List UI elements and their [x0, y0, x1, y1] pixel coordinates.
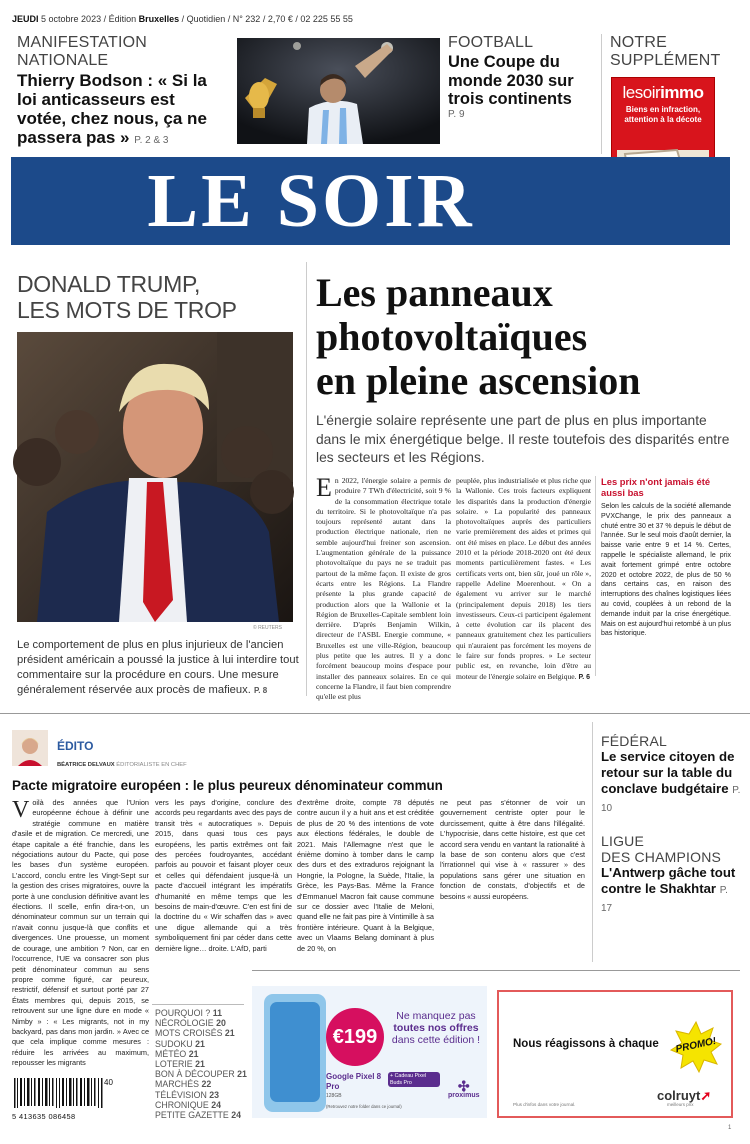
- author-role: ÉDITORIALISTE EN CHEF: [116, 762, 187, 768]
- teaser-kicker: MANIFESTATION NATIONALE: [17, 34, 148, 69]
- ad-fine-print: (Retrouvez notre folder dans ce journal): [326, 1104, 402, 1109]
- promo-label: PROMO!: [674, 1035, 718, 1056]
- issue-info: / Quotidien / N° 232 / 2,70 € / 02 225 55 55: [181, 14, 353, 24]
- date-text: 5 octobre 2023 / Édition: [41, 14, 137, 24]
- column-divider: [595, 476, 596, 676]
- supplement-kicker: NOTRE: [610, 34, 667, 51]
- barcode-issue: 40: [104, 1078, 113, 1087]
- ad-line-2: toutes nos offres: [393, 1022, 479, 1034]
- trump-kicker-line2: LES MOTS DE TROP: [17, 297, 237, 323]
- index-item[interactable]: MARCHÉS 22: [155, 1079, 212, 1090]
- lead-col2-text: peuplée, plus industrialisée et plus riche que la Wallonie. Ces trois facteurs expliquent les disparités dans la production d'énergie solaire. » La popularité des panneaux photovoltaïques auprès des particuliers varie premièrement des aides et primes qui ont été mises en place. Le début des années 2010 et la période 2018-2020 ont été deux moments particulièrement fastes. « Les certificats verts ont, bien sûr, joué un rôle », rappelle Adeline Moerenhout. « On a également vu arriver sur le marché (principalement depuis 2018) les tiers investisseurs. Ceux-ci participent également à cette évolution car ils placent des panneaux gratuitement chez les particuliers qui n'auraient pas forcément les moyens de le faire sur fonds propres. » Le secteur public est, en revanche, loin d'être au moteur de l'énergie solaire en Belgique.: [456, 476, 591, 681]
- headline-line-2: photovoltaïques: [316, 314, 588, 359]
- price-sidebar[interactable]: [601, 476, 731, 652]
- phone-screen: [270, 1002, 320, 1102]
- teaser-football[interactable]: [448, 34, 598, 120]
- barcode-number: 5 413635 086458: [12, 1112, 76, 1121]
- index-item[interactable]: PETITE GAZETTE 24: [155, 1110, 242, 1121]
- column-divider: [592, 722, 593, 962]
- supplement-kicker-2: SUPPLÉMENT: [610, 52, 721, 69]
- author-avatar: [12, 730, 48, 766]
- lead-headline[interactable]: [316, 271, 736, 403]
- teaser-federal[interactable]: [601, 733, 741, 817]
- phone-model: Google Pixel 8 Pro: [326, 1072, 382, 1091]
- colruyt-tagline: meilleurs prix: [667, 1102, 694, 1107]
- edito-byline: [57, 762, 187, 768]
- section-divider: [0, 713, 750, 714]
- dropcap: E: [316, 473, 332, 502]
- colruyt-arrow-icon: ➚: [700, 1088, 712, 1103]
- trump-body[interactable]: [17, 638, 300, 698]
- player-trophy-illustration: [237, 38, 440, 144]
- trump-kicker[interactable]: [17, 271, 302, 323]
- barcode-bars: [12, 1078, 108, 1108]
- sidebar-body: Selon les calculs de la société allemande PVXChange, le prix des panneaux a chuté entre 30 et 37 % depuis le début de l'année. Sur le seul mois d'août dernier, la baisse varie entre 9 et 14 %. Certes, rappelle le spécialiste allemand, le prix avait fortement grimpé entre octobre 2020 et octobre 2022, de plus de 50 % dans certains cas, en raison des interruptions des chaînes logistiques liées au covid, couplées à un rebond de la demande induit par la crise énergétique. Mais on est aujourd'hui retombé à un plus bas historique.: [601, 503, 731, 638]
- index-item[interactable]: SUDOKU 21: [155, 1038, 205, 1049]
- dropcap: V: [12, 797, 30, 823]
- colruyt-logo: colruyt➚: [657, 1088, 712, 1103]
- teaser-champions[interactable]: [601, 833, 741, 917]
- teaser-kicker: LIGUE: [601, 833, 645, 849]
- teaser-kicker: FOOTBALL: [448, 34, 534, 51]
- index-item[interactable]: MÉTÉO 21: [155, 1048, 199, 1059]
- teaser-title: Une Coupe du monde 2030 sur trois continents: [448, 53, 574, 108]
- teaser-kicker-2: DES CHAMPIONS: [601, 849, 722, 865]
- edito-column-2: [155, 798, 292, 953]
- ad-line-1: Ne manquez pas: [396, 1010, 476, 1022]
- ad-fine-print: Plus d'infos dans votre journal.: [513, 1102, 576, 1107]
- page-mark: 1: [728, 1125, 732, 1131]
- index-item[interactable]: TÉLÉVISION 23: [155, 1089, 220, 1100]
- immo-logo: lesoirimmo: [622, 83, 704, 102]
- index-item[interactable]: BON À DÉCOUPER 21: [155, 1069, 247, 1080]
- teaser-title: L'Antwerp gâche tout contre le Shakhtar: [601, 865, 736, 896]
- trump-kicker-line1: DONALD TRUMP,: [17, 271, 201, 297]
- edito-label: ÉDITO: [57, 739, 94, 753]
- ad-proximus[interactable]: [252, 986, 487, 1118]
- index-divider: [152, 1004, 244, 1005]
- ad-colruyt[interactable]: [497, 990, 733, 1118]
- phone-visual: [264, 994, 326, 1112]
- page-ref: P. 10: [601, 785, 741, 814]
- date-day: JEUDI: [12, 14, 39, 24]
- index-item[interactable]: NÉCROLOGIE 20: [155, 1018, 226, 1029]
- teaser-title: Le service citoyen de retour sur la table du conclave budgétaire: [601, 749, 735, 796]
- edito-col1-text: oilà des années que l'Union européenne échoue à définir une stratégie commune en matière d'asile et de migration. Ce mercredi, une étape capitale a été franchie, dans les négociations autour du Pacte, qui pose les bases d'un système européen. L'accord, conclu entre les Vingt-Sept sur la gestion des crises migratoires, ouvre la porte à une conclusion définitive avant les élections. Il scelle, enfin dira-t-on, un dénominateur commun sur un terrain qui n'avait connu jusque-là que conflits et divergences. Une prouesse, un moment de courage, une ambition ? Non, car en l'occurrence, l'UE va consacrer son plus petit dénominateur commun au sens propre comme figuré, car peureux, restrictif, défensif et surtout porté par 27 États membres qui, depuis 2015, se retrouvent sur une ligne dure en mode « Nimby » : « Les migrants, not in my backyard, pas dans mon jardin. » Avec ce que cela implique comme mesures : réduire les arrivées au maximum, repousser les migrants: [12, 798, 149, 1068]
- immo-tagline: Biens en infraction, attention à la décote: [624, 105, 702, 124]
- avatar-illustration: [12, 730, 48, 766]
- proximus-icon: ✣: [457, 1078, 470, 1094]
- ad-divider: [252, 970, 740, 971]
- portrait-illustration: [17, 332, 293, 622]
- page-ref: P. 17: [601, 885, 728, 914]
- edito-column-3: [297, 798, 434, 958]
- lead-column-2: [456, 476, 591, 701]
- sidebar-title: Les prix n'ont jamais été aussi bas: [601, 476, 711, 498]
- masthead[interactable]: [11, 157, 730, 245]
- ad-text: Nous réagissons à chaque: [513, 1038, 659, 1050]
- page-ref: P. 2 & 3: [134, 135, 169, 146]
- index-item[interactable]: MOTS CROISÉS 21: [155, 1028, 235, 1039]
- column-divider: [601, 34, 602, 154]
- ad-line-3: dans cette édition !: [391, 1034, 481, 1046]
- lead-col1-text: n 2022, l'énergie solaire a permis de produire 7 TWh d'électricité, soit 9 % de la consommation électrique totale du territoire. Si le photovoltaïque n'a pas toujours représenté autant dans la production électrique nationale, rien ne semble aujourd'hui freiner son ascension. L'augmentation générale de la puissance photovoltaïque du pays ne se traduit pas partout de la même façon. Il existe de gros écarts entre les Régions. La Flandre présente la plus grande capacité de production alors que la Wallonie et la Région de Bruxelles-Capitale semblent loin derrière. D'après Benjamin Wilkin, directeur de l'ASBL Energie commune, « Bruxelles est une ville-Région, beaucoup plus petite que les autres. Il y a donc forcément beaucoup moins d'espace pour installer des panneaux solaires. En ce qui concerne la Flandre, il faut bien comprendre qu'elle est plus: [316, 476, 451, 702]
- phone-storage: 128GB: [326, 1093, 342, 1099]
- trump-photo: [17, 332, 293, 622]
- masthead-title: LE SOIR: [147, 159, 475, 243]
- supplement-promo[interactable]: [610, 34, 720, 70]
- edito-col3-text: d'extrême droite, compte 78 députés contre aucun il y a huit ans et est créditée de plus de 20 % des intentions de vote aux élections fédérales, le double de 2021. Mais l'Allemagne n'est que le énième domino à tomber dans le camp des durs et des extraduros rejoignant la Hongrie, la Pologne, la Suède, l'Italie, la Grèce, les Pays-Bas. Même la France d'Emmanuel Macron fait cause commune sur ce dossier avec l'Italie de Meloni, quand elle ne fait pas pire à Vintimille à sa frontière intérieure. Quant à la Belgique, avec un Vlaams Belang dominant à plus de 20 %, on: [297, 798, 434, 953]
- author-name: BÉATRICE DELVAUX: [57, 762, 115, 768]
- lead-standfirst: L'énergie solaire représente une part de plus en plus importante dans le mix énergétique belge. Il reste toutefois des disparités entre les secteurs et les Régions.: [316, 413, 730, 465]
- promo-starburst: [671, 1022, 721, 1072]
- page-ref: P. 9: [448, 108, 465, 120]
- proximus-logo: ✣ proximus: [448, 1078, 480, 1099]
- edito-col4-text: ne peut pas s'étonner de voir un gouvernement centriste opter pour le durcissement, quitte à être dans l'illégalité. L'hypocrisie, dans cette histoire, est que cet accord sera vendu en vantant la rationalité à la base de son contenu alors que c'est l'irrationnel qui vise à « rassurer » des populations sans gérer une situation en fonction de constats, d'objectifs et de besoins « aussi européens.: [440, 798, 585, 901]
- top-info-bar: [12, 14, 353, 24]
- barcode: [12, 1078, 122, 1121]
- edito-title[interactable]: Pacte migratoire européen : le plus peureux dénominateur commun: [12, 778, 443, 793]
- contents-index: [155, 1008, 250, 1120]
- teaser-bodson[interactable]: [17, 34, 227, 150]
- football-photo: [237, 38, 440, 144]
- photo-credit: © REUTERS: [253, 625, 282, 631]
- index-item[interactable]: LOTERIE 21: [155, 1059, 205, 1070]
- teaser-kicker: FÉDÉRAL: [601, 733, 667, 749]
- gift-badge: + Cadeau Pixel Buds Pro: [388, 1072, 440, 1087]
- column-divider: [306, 262, 307, 696]
- index-item[interactable]: CHRONIQUE 24: [155, 1099, 222, 1110]
- page-ref: P. 6: [578, 673, 591, 681]
- trump-summary: Le comportement de plus en plus injurieux de l'ancien président américain a poussé la justice à lui interdire tout commentaire sur la procédure en cours. Une mesure généralement réservée aux procès de mafieux.: [17, 639, 299, 696]
- headline-line-3: en pleine ascension: [316, 358, 641, 403]
- edito-column-1: [12, 797, 149, 1068]
- index-item[interactable]: POURQUOI ? 11: [155, 1008, 222, 1018]
- page-ref: P. 8: [253, 686, 268, 695]
- headline-line-1: Les panneaux: [316, 270, 553, 315]
- edition-name: Bruxelles: [138, 14, 180, 24]
- edito-col2-text: vers les pays d'origine, conclure des accords peu regardants avec des pays de transit très « autocratiques ». Depuis 2015, dans quasi tous ces pays européens, les partis extrêmes ont fait des percées foudroyantes, accédant parfois au pouvoir et faisant ployer ceux et celles qui défendaient jusque-là un pacte d'accueil intégrant les impératifs d'humanité en même temps que les besoins de main-d'œuvre. C'en est fini de la doctrine du « Wir schaffen das » avec une digue allemande qui a très symboliquement fini par céder dans cette dernière ligne… droite. L'AfD, parti: [155, 798, 292, 953]
- price-badge: €199: [326, 1008, 384, 1066]
- edito-column-4: [440, 798, 585, 918]
- teaser-title: Thierry Bodson : « Si la loi anticasseurs est votée, chez nous, ça ne passera pas »: [17, 71, 207, 147]
- lead-column-1: [316, 473, 451, 702]
